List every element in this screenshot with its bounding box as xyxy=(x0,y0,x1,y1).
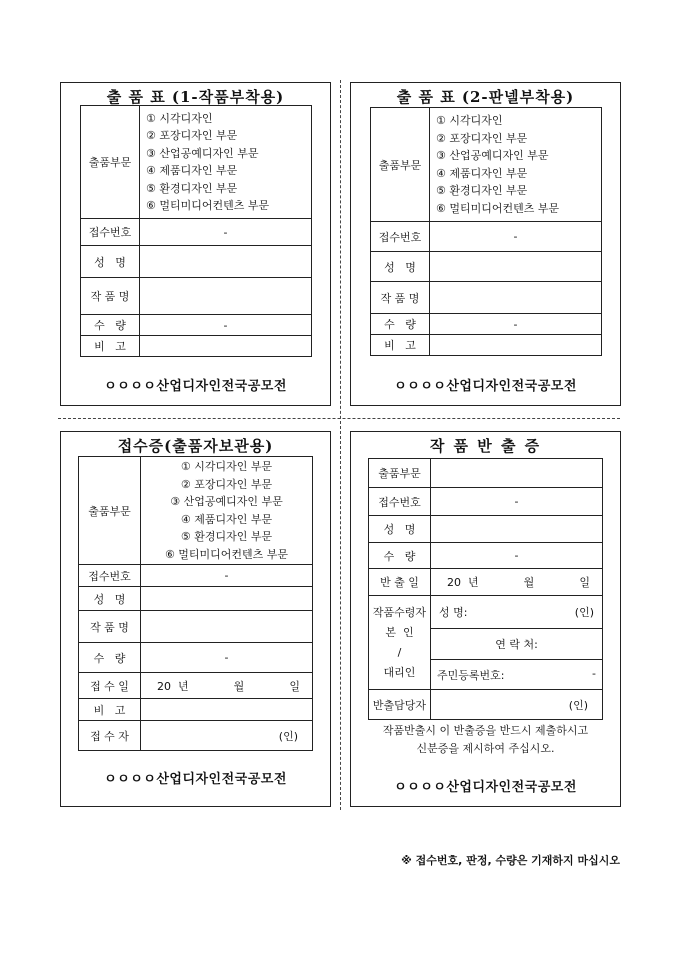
quantity-label: 수 량 xyxy=(371,314,430,335)
option-2[interactable]: ② 포장디자인 부문 xyxy=(180,477,273,491)
resident-no-label: 주민등록번호: xyxy=(437,668,505,682)
manager-field[interactable] xyxy=(431,690,603,720)
date-year: 20 년 xyxy=(447,576,479,589)
name-label: 성 명 xyxy=(371,252,430,282)
option-6[interactable]: ⑥ 멀티미디어컨텐츠 부문 xyxy=(164,547,289,561)
receipt-no-field[interactable]: - xyxy=(430,222,602,252)
division-label: 출품부문 xyxy=(79,457,141,565)
contest-name: ㅇㅇㅇㅇ산업디자인전국공모전 xyxy=(394,379,577,394)
panel-title: 출 품 표 (1-작품부착용) xyxy=(106,88,285,106)
option-1[interactable]: ① 시각디자인 xyxy=(146,111,213,125)
notice-line-2: 신분증을 제시하여 주십시오. xyxy=(416,742,555,755)
return-certificate-panel xyxy=(350,431,621,807)
recipient-name-label: 성 명: xyxy=(439,606,468,619)
return-date-field[interactable] xyxy=(431,569,603,596)
option-3[interactable]: ③ 산업공예디자인 부문 xyxy=(146,146,259,160)
return-notice xyxy=(351,722,620,758)
remarks-label: 비 고 xyxy=(371,335,430,356)
option-6[interactable]: ⑥ 멀티미디어컨텐츠 부문 xyxy=(436,201,560,215)
receipt-panel xyxy=(60,431,331,807)
receipt-no-label: 접수번호 xyxy=(81,219,140,246)
resident-no-field[interactable] xyxy=(431,660,603,690)
option-6[interactable]: ⑥ 멀티미디어컨텐츠 부문 xyxy=(146,199,270,212)
vertical-cut-line xyxy=(340,80,341,810)
receipt-no-field[interactable]: - xyxy=(141,565,313,587)
receipt-no-label: 접수번호 xyxy=(371,222,430,252)
notice-line-1: 작품반출시 이 반출증을 반드시 제출하시고 xyxy=(382,724,589,737)
option-1[interactable]: ① 시각디자인 부문 xyxy=(180,460,273,473)
quantity-field[interactable]: - xyxy=(140,315,312,336)
remarks-field[interactable] xyxy=(141,699,313,721)
return-date-label: 반 출 일 xyxy=(369,569,431,596)
receipt-no-field[interactable]: - xyxy=(431,488,603,516)
recipient-label-2: 본 인 xyxy=(385,625,414,639)
contest-name: ㅇㅇㅇㅇ산업디자인전국공모전 xyxy=(104,379,287,394)
seal-mark: (인) xyxy=(574,606,594,619)
option-5[interactable]: ⑤ 환경디자인 부문 xyxy=(146,181,238,195)
option-3[interactable]: ③ 산업공예디자인 부문 xyxy=(170,495,283,508)
date-day: 일 xyxy=(289,679,300,693)
name-field[interactable] xyxy=(431,516,603,543)
panel-title: 작 품 반 출 증 xyxy=(429,437,542,455)
option-2[interactable]: ② 포장디자인 부문 xyxy=(146,129,238,142)
receiver-field[interactable] xyxy=(141,721,313,751)
recipient-label-1: 작품수령자 xyxy=(372,605,427,619)
recipient-label-3: / xyxy=(397,645,402,659)
option-3[interactable]: ③ 산업공예디자인 부문 xyxy=(436,149,549,162)
quantity-label: 수 량 xyxy=(81,315,140,336)
quantity-label: 수 량 xyxy=(79,643,141,673)
option-2[interactable]: ② 포장디자인 부문 xyxy=(436,131,528,145)
entry-form-table xyxy=(370,107,602,356)
seal-mark: (인) xyxy=(278,729,298,743)
receipt-no-label: 접수번호 xyxy=(369,488,431,516)
date-month: 월 xyxy=(523,576,535,589)
name-label: 성 명 xyxy=(369,516,431,543)
division-options[interactable] xyxy=(430,108,602,222)
work-name-label: 작 품 명 xyxy=(81,278,140,315)
division-options[interactable] xyxy=(140,106,312,219)
contest-name: ㅇㅇㅇㅇ산업디자인전국공모전 xyxy=(394,780,577,795)
work-name-field[interactable] xyxy=(140,278,312,315)
date-month: 월 xyxy=(233,679,245,693)
quantity-field[interactable]: - xyxy=(431,543,603,569)
recipient-label xyxy=(369,596,431,690)
entry-tag-2-panel xyxy=(350,82,621,406)
option-4[interactable]: ④ 제품디자인 부문 xyxy=(146,164,238,177)
horizontal-cut-line xyxy=(58,418,620,419)
work-name-field[interactable] xyxy=(430,282,602,314)
option-1[interactable]: ① 시각디자인 xyxy=(436,114,503,127)
name-field[interactable] xyxy=(141,587,313,611)
name-field[interactable] xyxy=(430,252,602,282)
date-day: 일 xyxy=(579,576,590,589)
remarks-label: 비 고 xyxy=(79,699,141,721)
division-label: 출품부문 xyxy=(371,108,430,222)
division-field[interactable] xyxy=(431,459,603,488)
name-label: 성 명 xyxy=(81,246,140,278)
option-4[interactable]: ④ 제품디자인 부문 xyxy=(436,166,528,180)
receipt-no-label: 접수번호 xyxy=(79,565,141,587)
division-label: 출품부문 xyxy=(81,106,140,219)
date-year: 20 년 xyxy=(157,679,189,693)
entry-form-table xyxy=(80,105,312,357)
name-field[interactable] xyxy=(140,246,312,278)
bottom-note: ※ 접수번호, 판정, 수량은 기재하지 마십시오 xyxy=(401,854,620,867)
division-options[interactable] xyxy=(141,457,313,565)
work-name-label: 작 품 명 xyxy=(371,282,430,314)
division-label: 출품부문 xyxy=(369,459,431,488)
remarks-field[interactable] xyxy=(430,335,602,356)
receipt-no-field[interactable]: - xyxy=(140,219,312,246)
quantity-label: 수 량 xyxy=(369,543,431,569)
name-label: 성 명 xyxy=(79,587,141,611)
receipt-form-table xyxy=(78,456,313,751)
work-name-label: 작 품 명 xyxy=(79,611,141,643)
quantity-field[interactable]: - xyxy=(141,643,313,673)
entry-tag-1-panel xyxy=(60,82,331,406)
recipient-name-field[interactable] xyxy=(431,596,603,629)
contest-name: ㅇㅇㅇㅇ산업디자인전국공모전 xyxy=(104,772,287,787)
manager-seal-mark: (인) xyxy=(568,698,588,712)
option-5[interactable]: ⑤ 환경디자인 부문 xyxy=(180,530,273,543)
option-4[interactable]: ④ 제품디자인 부문 xyxy=(180,512,273,526)
date-field[interactable] xyxy=(141,673,313,699)
option-5[interactable]: ⑤ 환경디자인 부문 xyxy=(436,184,528,197)
quantity-field[interactable]: - xyxy=(430,314,602,335)
receiver-label: 접 수 자 xyxy=(79,721,141,751)
remarks-field[interactable] xyxy=(140,336,312,357)
panel-title: 접수증(출품자보관용) xyxy=(117,437,274,455)
remarks-label: 비 고 xyxy=(81,336,140,357)
date-label: 접 수 일 xyxy=(79,673,141,699)
work-name-field[interactable] xyxy=(141,611,313,643)
contact-field[interactable]: 연 락 처: xyxy=(431,629,603,660)
resident-no-dash: - xyxy=(592,666,596,680)
manager-label: 반출담당자 xyxy=(369,690,431,720)
return-form-table xyxy=(368,458,603,720)
panel-title: 출 품 표 (2-판넬부착용) xyxy=(396,88,575,106)
recipient-label-4: 대리인 xyxy=(383,665,416,679)
